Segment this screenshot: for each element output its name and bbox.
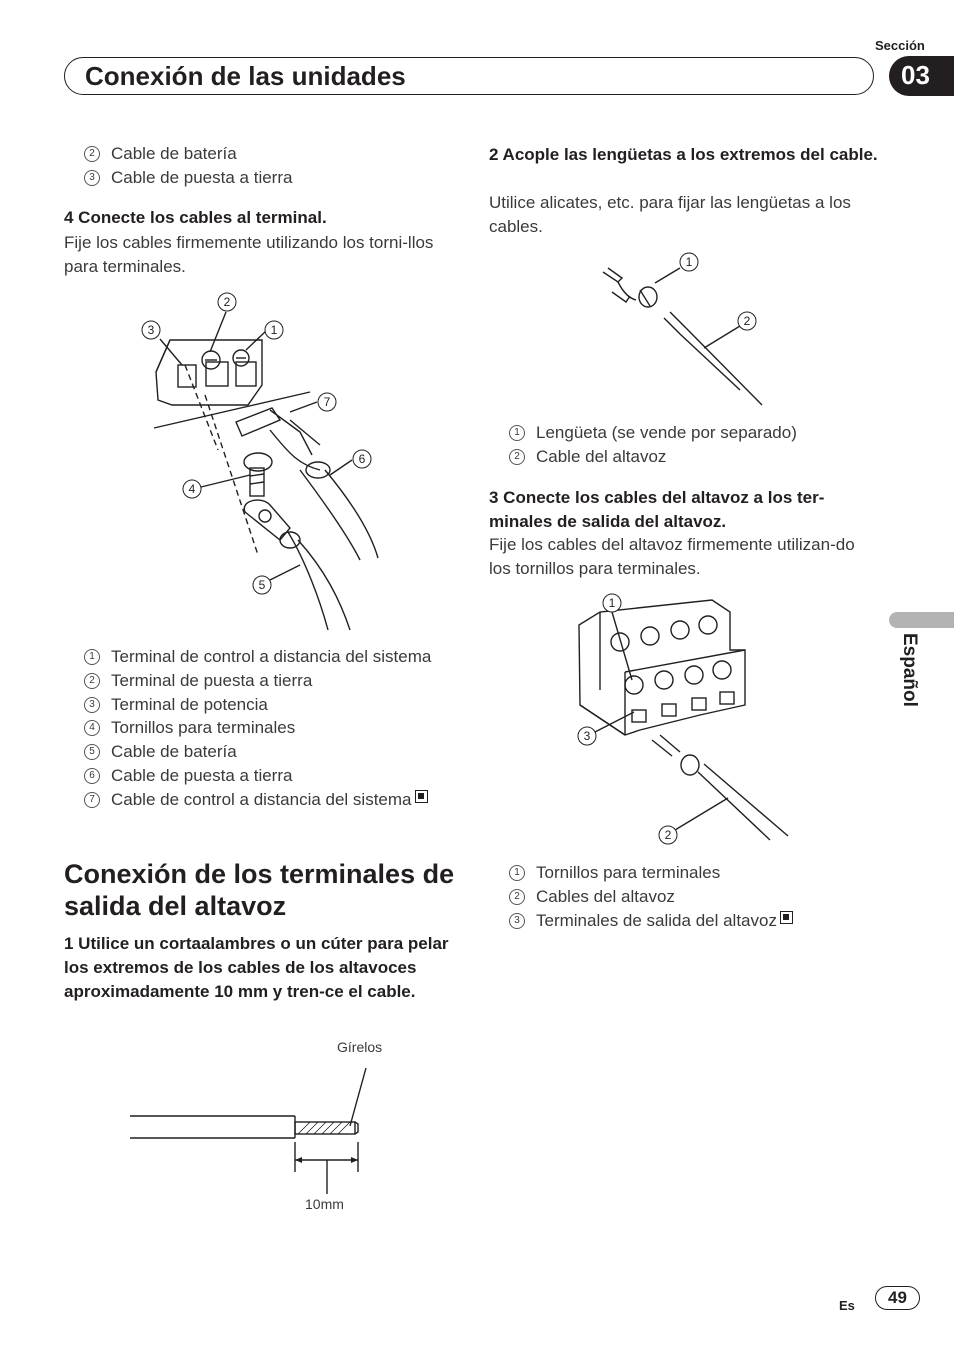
callout-number: 3 xyxy=(509,913,525,929)
fig1-callout-2: 2 xyxy=(223,295,231,309)
list-item-text: Cable del altavoz xyxy=(536,446,667,466)
end-mark-icon xyxy=(780,911,793,924)
callout-number: 1 xyxy=(509,865,525,881)
list-item-text: Terminal de control a distancia del sistema xyxy=(111,647,432,666)
page-number: 49 xyxy=(875,1286,920,1310)
fig1-callout-7: 7 xyxy=(323,395,331,409)
list-item-text: Cable de puesta a tierra xyxy=(111,167,293,187)
step-3-body: Fije los cables del altavoz firmemente utilizan-do los tornillos para terminales. xyxy=(489,535,855,578)
fig1-callout-4: 4 xyxy=(188,482,196,496)
step-3-title: 3 Conecte los cables del altavoz a los ter-minales de salida del altavoz. xyxy=(489,488,825,531)
fig2-callout-2: 2 xyxy=(743,314,751,328)
step-4-title: 4 Conecte los cables al terminal. xyxy=(64,208,327,227)
fig2-callout-1: 1 xyxy=(685,255,693,269)
list-item-text: Cable de batería xyxy=(111,742,237,762)
step-2-title: 2 Acople las lengüetas a los extremos del cable. xyxy=(489,145,878,164)
list-item-text: Tornillos para terminales xyxy=(536,863,721,882)
section-label: Sección xyxy=(875,38,925,53)
twist-label: Gírelos xyxy=(337,1039,383,1055)
callout-number: 4 xyxy=(84,720,100,736)
step-1-text: 1 Utilice un cortaalambres o un cúter para pelar los extremos de los cables de los altavoces aproximadamente 10 mm y tren-ce el cable. xyxy=(64,934,449,1001)
list-item-text: Tornillos para terminales xyxy=(111,718,296,738)
list-item-text: Cable de puesta a tierra xyxy=(111,765,293,785)
fig3-callout-3: 3 xyxy=(583,729,591,743)
step-2-body: Utilice alicates, etc. para fijar las lengüetas a los cables. xyxy=(489,193,851,236)
list-item-text: Terminales de salida del altavoz xyxy=(536,910,777,930)
section-heading: Conexión de los terminales de salida del altavoz xyxy=(64,859,455,921)
callout-number: 2 xyxy=(84,673,100,689)
fig1-callout-3: 3 xyxy=(147,323,155,337)
fig3-callout-2: 2 xyxy=(664,828,672,842)
callout-number: 7 xyxy=(84,792,100,808)
list-item-text: Terminal de potencia xyxy=(111,694,268,714)
callout-number: 1 xyxy=(84,649,100,665)
list-item-text: Terminal de puesta a tierra xyxy=(111,670,313,690)
callout-number: 3 xyxy=(84,697,100,713)
callout-number: 2 xyxy=(509,889,525,905)
list-item-text: Cable de control a distancia del sistema xyxy=(111,789,412,809)
fig3-legend xyxy=(509,861,889,932)
callout-number: 6 xyxy=(84,768,100,784)
fig1-callout-1: 1 xyxy=(270,323,278,337)
section-number-badge: 03 xyxy=(889,56,954,96)
list-item xyxy=(509,861,889,885)
callout-number: 3 xyxy=(84,170,100,186)
language-code: Es xyxy=(839,1298,855,1313)
fig3-callout-1: 1 xyxy=(608,596,616,610)
callout-number: 5 xyxy=(84,744,100,760)
fig1-callout-6: 6 xyxy=(358,452,366,466)
callout-number: 1 xyxy=(509,425,525,441)
list-item xyxy=(509,909,889,933)
language-label: Español xyxy=(899,633,920,707)
length-label: 10mm xyxy=(305,1196,344,1212)
list-item-text: Cable de batería xyxy=(111,144,237,163)
page-title: Conexión de las unidades xyxy=(85,61,406,91)
list-item-text: Lengüeta (se vende por separado) xyxy=(536,423,797,442)
callout-number: 2 xyxy=(84,146,100,162)
step-4-body: Fije los cables firmemente utilizando los torni-llos para terminales. xyxy=(64,233,434,276)
list-item xyxy=(509,885,889,909)
fig1-callout-5: 5 xyxy=(258,578,266,592)
list-item-text: Cables del altavoz xyxy=(536,886,675,906)
callout-number: 2 xyxy=(509,449,525,465)
